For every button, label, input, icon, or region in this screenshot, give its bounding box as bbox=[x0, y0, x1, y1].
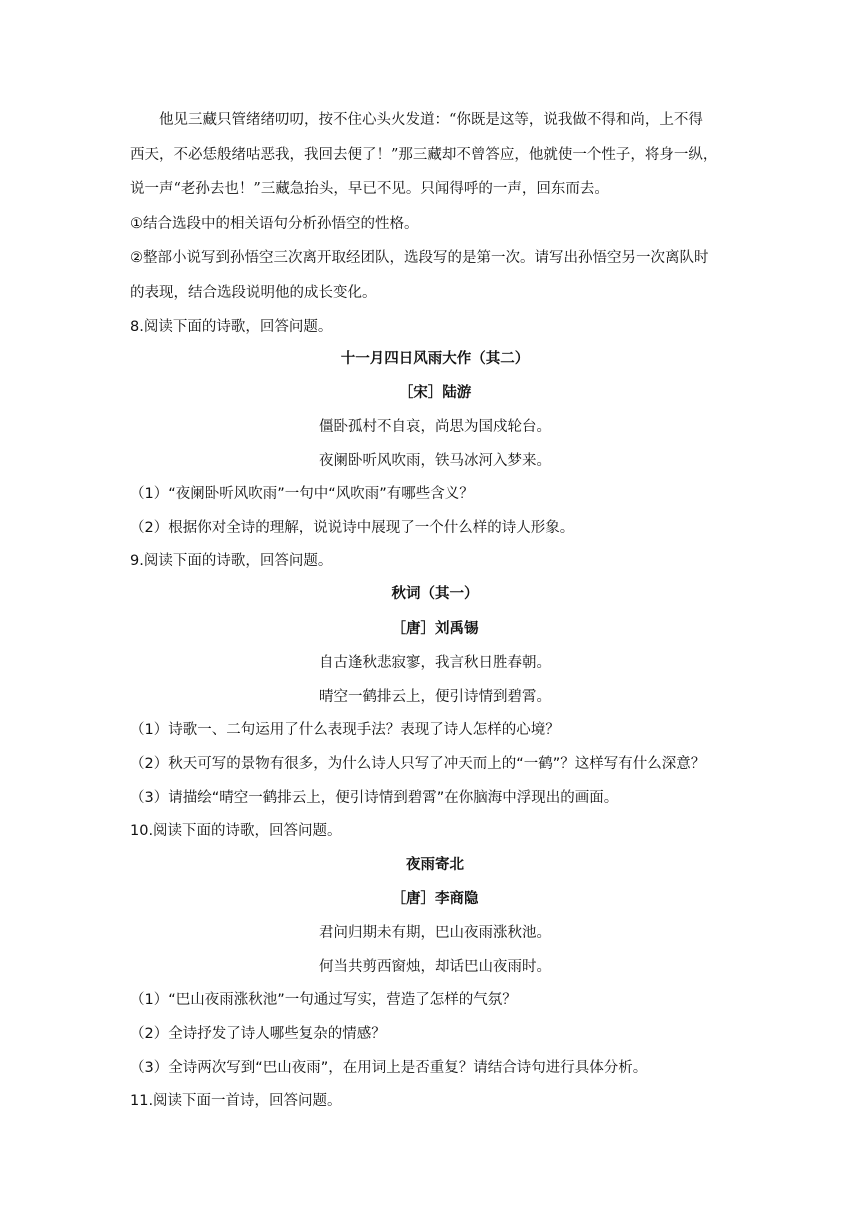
passage-line-1: 他见三藏只管绪绪叨叨，按不住心头火发道：“你既是这等，说我做不得和尚，上不得 bbox=[159, 112, 703, 128]
q10-verse-1: 君问归期未有期，巴山夜雨涨秋池。 bbox=[319, 925, 551, 941]
q8-verse-1: 僵卧孤村不自哀，尚思为国戍轮台。 bbox=[319, 419, 551, 435]
q10-poem-author: ［唐］李商隐 bbox=[391, 891, 479, 907]
q10-verse-2: 何当共剪西窗烛，却话巴山夜雨时。 bbox=[319, 959, 551, 975]
q10-sub-question-3: （3）全诗两次写到“巴山夜雨”，在用词上是否重复？请结合诗句进行具体分析。 bbox=[130, 1060, 648, 1076]
q8-poem-title: 十一月四日风雨大作（其二） bbox=[340, 351, 530, 367]
q8-sub-question-1: （1）“夜阑卧听风吹雨”一句中“风吹雨”有哪些含义？ bbox=[130, 486, 474, 502]
passage-line-3: 说一声“老孙去也！”三藏急抬头，早已不见。只闻得呼的一声，回东而去。 bbox=[130, 181, 609, 197]
q11-prompt: 11.阅读下面一首诗，回答问题。 bbox=[130, 1093, 342, 1109]
q10-prompt: 10.阅读下面的诗歌，回答问题。 bbox=[130, 823, 342, 839]
q10-sub-question-1: （1）“巴山夜雨涨秋池”一句通过写实，营造了怎样的气氛？ bbox=[130, 992, 517, 1008]
q9-poem-author: ［唐］刘禹锡 bbox=[391, 621, 479, 637]
q8-prompt: 8.阅读下面的诗歌，回答问题。 bbox=[130, 319, 333, 335]
q9-sub-question-3: （3）请描绘“晴空一鹤排云上，便引诗情到碧霄”在你脑海中浮现出的画面。 bbox=[130, 790, 619, 806]
q7-sub-question-2-line-1: ②整部小说写到孙悟空三次离开取经团队，选段写的是第一次。请写出孙悟空另一次离队时 bbox=[130, 250, 709, 266]
q9-verse-1: 自古逢秋悲寂寥，我言秋日胜春朝。 bbox=[319, 655, 551, 671]
passage-line-2: 西天，不必恁般绪咕恶我，我回去便了！”那三藏却不曾答应，他就使一个性子，将身一纵， bbox=[130, 147, 718, 163]
q8-verse-2: 夜阑卧听风吹雨，铁马冰河入梦来。 bbox=[319, 453, 551, 469]
q9-prompt: 9.阅读下面的诗歌，回答问题。 bbox=[130, 553, 333, 569]
q9-poem-title: 秋词（其一） bbox=[391, 586, 479, 602]
q8-sub-question-2: （2）根据你对全诗的理解，说说诗中展现了一个什么样的诗人形象。 bbox=[130, 520, 575, 536]
q9-sub-question-1: （1）诗歌一、二句运用了什么表现手法？表现了诗人怎样的心境？ bbox=[130, 722, 560, 738]
q7-sub-question-2-line-2: 的表现，结合选段说明他的成长变化。 bbox=[130, 285, 377, 301]
q9-sub-question-2: （2）秋天可写的景物有很多，为什么诗人只写了冲天而上的“一鹤”？这样写有什么深意？ bbox=[130, 756, 706, 772]
q7-sub-question-1: ①结合选段中的相关语句分析孙悟空的性格。 bbox=[130, 216, 419, 232]
q9-verse-2: 晴空一鹤排云上，便引诗情到碧霄。 bbox=[319, 689, 551, 705]
q8-poem-author: ［宋］陆游 bbox=[398, 385, 472, 401]
q10-poem-title: 夜雨寄北 bbox=[406, 857, 464, 873]
q10-sub-question-2: （2）全诗抒发了诗人哪些复杂的情感？ bbox=[130, 1026, 386, 1042]
